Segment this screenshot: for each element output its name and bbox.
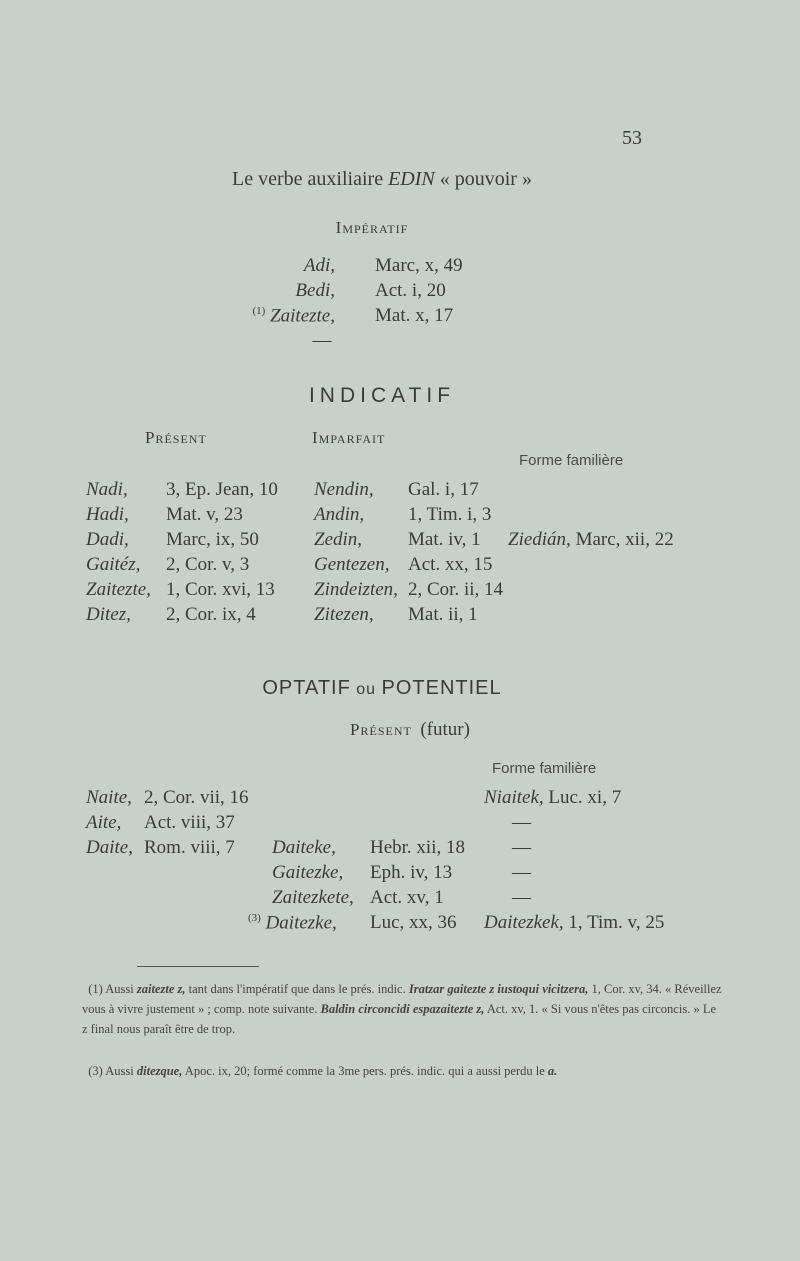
optatif-ref: Act. xv, 1 <box>370 887 444 908</box>
optatif-familiere-dash: — <box>512 887 531 908</box>
title-suffix: « pouvoir » <box>434 168 532 190</box>
imparfait-ref: Gal. i, 17 <box>408 479 479 500</box>
present-ref: Mat. v, 23 <box>166 504 243 525</box>
imparfait-form: Gentezen, <box>314 554 390 575</box>
optatif-form: Naite, <box>86 787 132 808</box>
present-ref: 1, Cor. xvi, 13 <box>166 579 275 600</box>
present-ref: 2, Cor. ix, 4 <box>166 604 256 625</box>
footnote-marker: (3) <box>248 912 261 924</box>
imperatif-heading: Impératif <box>335 218 409 237</box>
optatif-familiere-dash: — <box>512 862 531 883</box>
imperatif-ref: Marc, x, 49 <box>375 255 463 276</box>
optatif-form: Zaitezkete, <box>272 887 354 908</box>
optatif-familiere-entry: Niaitek, Luc. xi, 7 <box>484 787 622 808</box>
optatif-ref: Luc, xx, 36 <box>370 912 457 933</box>
optatif-form: Gaitezke, <box>272 862 344 883</box>
optatif-form: Aite, <box>86 812 122 833</box>
imparfait-form: Zitezen, <box>314 604 374 625</box>
imperatif-ref: Mat. x, 17 <box>375 305 454 326</box>
optatif-heading: OPTATIF ou POTENTIEL <box>262 677 502 699</box>
title-prefix: Le verbe auxiliaire <box>232 168 389 190</box>
optatif-ref: Act. viii, 37 <box>144 812 235 833</box>
familiere-heading: Forme familière <box>519 452 624 469</box>
imperatif-form: $^{(1)}$ Zaitezte, <box>252 305 335 327</box>
present-form: Ditez, <box>86 604 131 625</box>
page-number: 53 <box>622 127 642 149</box>
present-heading: Présent <box>145 428 207 447</box>
present-form: Zaitezte, <box>86 579 151 600</box>
present-form: Dadi, <box>86 529 129 550</box>
imparfait-ref: 1, Tim. i, 3 <box>408 504 492 525</box>
optatif-form: Daite, <box>86 837 133 858</box>
imperatif-ref: Act. i, 20 <box>375 280 446 301</box>
footnote-3: (3) Aussi ditezque, Apoc. ix, 20; formé comme la 3me pers. prés. indic. qui a aussi perdu le a. <box>88 1064 558 1078</box>
imperatif-form: Bedi, <box>295 280 335 301</box>
footnote-marker: (1) <box>252 305 266 317</box>
optatif-form: Daiteke, <box>272 837 336 858</box>
present-form: Hadi, <box>86 504 129 525</box>
footnote-1: (1) Aussi zaitezte z, tant dans l'impératif que dans le prés. indic. Iratzar gaitezte z iustoqui vicitzera, 1, Cor. xv, 34. « Réveillez vous à vivre justement » ; comp. note suivante. Baldin circoncidi espazaitezte z, Act. xv, 1. « Si vous n'êtes pas circoncis. » Le z final nous paraît être de trop. <box>82 982 722 1036</box>
imparfait-ref: 2, Cor. ii, 14 <box>408 579 504 600</box>
optatif-subheading: Présent (futur) <box>350 719 470 740</box>
optatif-ref: 2, Cor. vii, 16 <box>144 787 249 808</box>
present-ref: Marc, ix, 50 <box>166 529 259 550</box>
title-verb: EDIN <box>388 168 435 190</box>
indicatif-heading: INDICATIF <box>308 384 456 407</box>
present-form: Nadi, <box>86 479 128 500</box>
section-dash: — <box>312 330 332 351</box>
optatif-familiere-dash: — <box>512 812 531 833</box>
familiere-entry: Ziedián, Marc, xii, 22 <box>508 529 674 550</box>
footnote-separator <box>137 966 259 967</box>
optatif-ref: Hebr. xii, 18 <box>370 837 465 858</box>
imparfait-form: Zindeizten, <box>314 579 398 600</box>
imparfait-heading: Imparfait <box>312 428 386 447</box>
present-ref: 2, Cor. v, 3 <box>166 554 250 575</box>
imparfait-form: Zedin, <box>314 529 363 550</box>
present-ref: 3, Ep. Jean, 10 <box>166 479 278 500</box>
imparfait-form: Andin, <box>314 504 365 525</box>
optatif-familiere-heading: Forme familière <box>492 760 597 777</box>
imparfait-form: Nendin, <box>314 479 374 500</box>
imperatif-form: Adi, <box>303 255 335 276</box>
optatif-ref: Eph. iv, 13 <box>370 862 453 883</box>
imparfait-ref: Mat. iv, 1 <box>408 529 481 550</box>
present-form: Gaitéz, <box>86 554 141 575</box>
optatif-ref: Rom. viii, 7 <box>144 837 235 858</box>
optatif-form: $^{(3)}$ Daitezke, <box>248 912 337 934</box>
imparfait-ref: Act. xx, 15 <box>408 554 493 575</box>
page-title <box>232 168 532 191</box>
imparfait-ref: Mat. ii, 1 <box>408 604 478 625</box>
optatif-familiere-dash: — <box>512 837 531 858</box>
optatif-familiere-entry: Daitezkek, 1, Tim. v, 25 <box>484 912 665 933</box>
